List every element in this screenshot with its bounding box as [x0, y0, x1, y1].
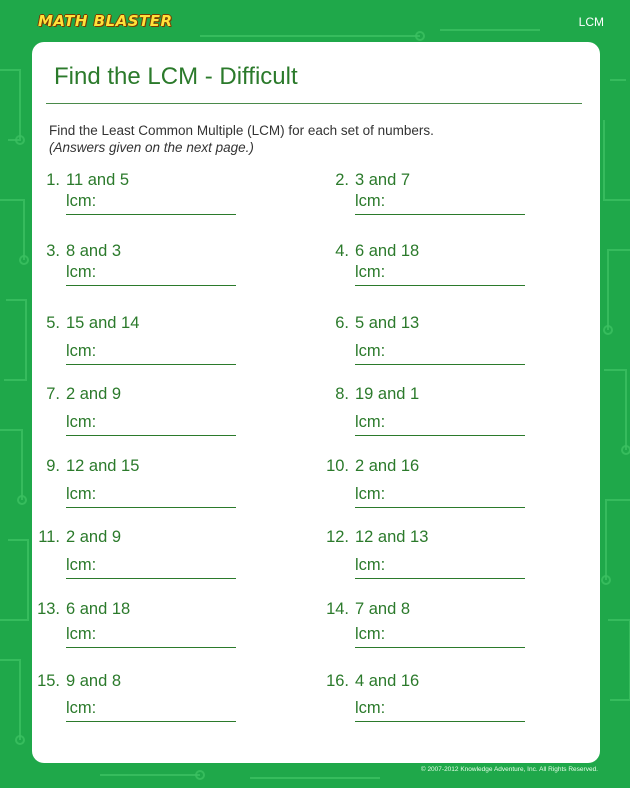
lcm-label: lcm:: [66, 192, 97, 210]
problem-number: 1.: [46, 171, 60, 189]
lcm-label: lcm:: [355, 413, 386, 431]
problem-item: [319, 527, 549, 583]
problem-item: [30, 456, 260, 512]
math-blaster-logo: MATH BLASTER: [38, 12, 173, 30]
problem-numbers: 2 and 9: [66, 528, 122, 546]
problem-number: 3.: [46, 242, 60, 260]
instructions-text: Find the Least Common Multiple (LCM) for each set of numbers.: [49, 123, 434, 138]
instructions: [49, 122, 579, 156]
lcm-answer-line[interactable]: [66, 554, 236, 579]
problem-numbers: 6 and 18: [66, 600, 131, 618]
problem-item: [319, 384, 549, 440]
lcm-answer-line[interactable]: [355, 411, 525, 436]
lcm-answer-line[interactable]: [355, 623, 525, 648]
lcm-label: lcm:: [66, 413, 97, 431]
problem-item: [319, 170, 549, 226]
problem-item: [30, 384, 260, 440]
problem-numbers: 12 and 15: [66, 457, 140, 475]
lcm-answer-line[interactable]: [66, 483, 236, 508]
lcm-label: lcm:: [66, 699, 97, 717]
problem-numbers: 11 and 5: [66, 171, 130, 189]
problem-item: [319, 456, 549, 512]
lcm-answer-line[interactable]: [66, 411, 236, 436]
problem-number: 12.: [326, 528, 349, 546]
lcm-answer-line[interactable]: [355, 697, 525, 722]
problem-number: 10.: [326, 457, 349, 475]
answers-note: (Answers given on the next page.): [49, 140, 254, 155]
problem-numbers: 6 and 18: [355, 242, 420, 260]
problem-item: [319, 599, 549, 655]
problem-number: 6.: [335, 314, 349, 332]
problem-numbers: 2 and 16: [355, 457, 420, 475]
problem-number: 8.: [335, 385, 349, 403]
problem-number: 4.: [335, 242, 349, 260]
problem-number: 2.: [335, 171, 349, 189]
problem-item: [30, 527, 260, 583]
problem-numbers: 2 and 9: [66, 385, 122, 403]
lcm-answer-line[interactable]: [66, 340, 236, 365]
lcm-label: lcm:: [66, 485, 97, 503]
problem-number: 7.: [46, 385, 60, 403]
problem-number: 9.: [46, 457, 60, 475]
problem-numbers: 4 and 16: [355, 672, 420, 690]
lcm-answer-line[interactable]: [355, 554, 525, 579]
problem-numbers: 3 and 7: [355, 171, 411, 189]
lcm-label: lcm:: [355, 625, 386, 643]
problem-numbers: 12 and 13: [355, 528, 429, 546]
problem-number: 13.: [37, 600, 60, 618]
worksheet-card: [32, 42, 600, 763]
lcm-answer-line[interactable]: [355, 261, 525, 286]
problem-numbers: 7 and 8: [355, 600, 411, 618]
title-divider: [46, 103, 582, 104]
problem-number: 16.: [326, 672, 349, 690]
lcm-label: lcm:: [66, 625, 97, 643]
lcm-answer-line[interactable]: [66, 190, 236, 215]
problem-numbers: 19 and 1: [355, 385, 420, 403]
lcm-label: lcm:: [66, 263, 97, 281]
lcm-answer-line[interactable]: [66, 261, 236, 286]
lcm-label: lcm:: [355, 485, 386, 503]
problem-number: 14.: [326, 600, 349, 618]
lcm-label: lcm:: [355, 342, 386, 360]
lcm-label: lcm:: [355, 192, 386, 210]
problem-item: [30, 599, 260, 655]
lcm-label: lcm:: [355, 263, 386, 281]
problem-item: [319, 313, 549, 369]
copyright-text: © 2007-2012 Knowledge Adventure, Inc. All Rights Reserved.: [420, 766, 598, 773]
problem-numbers: 15 and 14: [66, 314, 140, 332]
lcm-label: lcm:: [66, 556, 97, 574]
problem-item: [319, 241, 549, 297]
problem-number: 15.: [37, 672, 60, 690]
lcm-answer-line[interactable]: [66, 623, 236, 648]
problem-numbers: 8 and 3: [66, 242, 122, 260]
lcm-label: lcm:: [355, 556, 386, 574]
problem-item: [30, 313, 260, 369]
problem-item: [30, 170, 260, 226]
page-title: Find the LCM - Difficult: [54, 63, 298, 90]
lcm-answer-line[interactable]: [355, 483, 525, 508]
problem-numbers: 5 and 13: [355, 314, 420, 332]
problem-item: [319, 671, 549, 727]
lcm-label: lcm:: [355, 699, 386, 717]
problem-number: 11.: [38, 528, 60, 546]
lcm-answer-line[interactable]: [355, 340, 525, 365]
problem-item: [30, 671, 260, 727]
problem-item: [30, 241, 260, 297]
topic-label: LCM: [578, 15, 604, 29]
lcm-answer-line[interactable]: [66, 697, 236, 722]
problem-number: 5.: [46, 314, 60, 332]
lcm-answer-line[interactable]: [355, 190, 525, 215]
problem-numbers: 9 and 8: [66, 672, 122, 690]
lcm-label: lcm:: [66, 342, 97, 360]
